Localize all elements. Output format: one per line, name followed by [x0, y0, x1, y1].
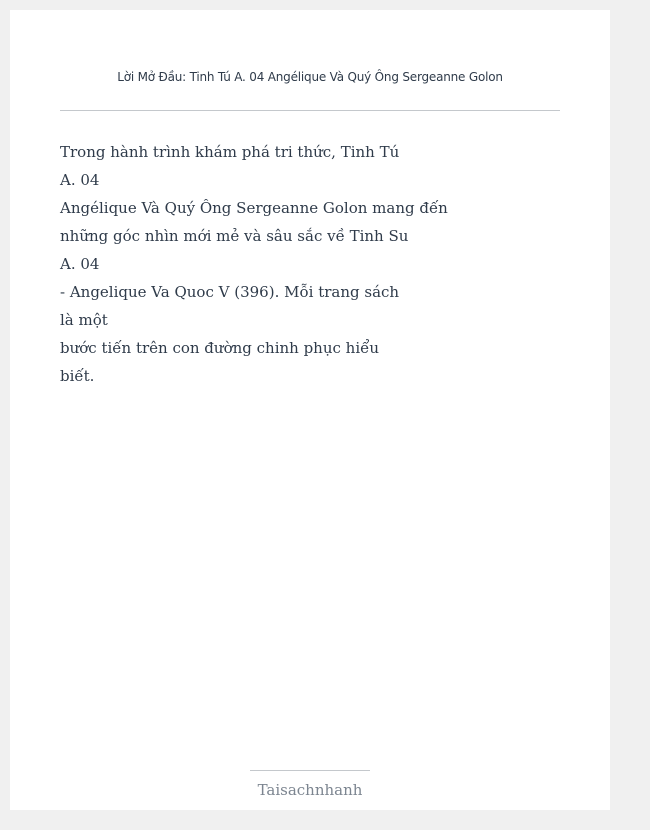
paragraph-line: A. 04	[60, 255, 100, 273]
paragraph-line: những góc nhìn mới mẻ và sâu sắc về Tinh Su	[60, 227, 409, 245]
footer-divider	[250, 770, 370, 771]
intro-paragraph	[60, 138, 448, 390]
paragraph-line: bước tiến trên con đường chinh phục hiểu	[60, 339, 380, 357]
page-title: Lời Mở Đầu: Tinh Tú A. 04 Angélique Và Quý Ông Sergeanne Golon	[117, 70, 503, 84]
title-divider	[60, 110, 560, 111]
paragraph-line: là một	[60, 311, 108, 329]
paragraph-line: Trong hành trình khám phá tri thức, Tinh Tú	[60, 143, 400, 161]
document-page	[10, 10, 610, 810]
paragraph-line: - Angelique Va Quoc V (396). Mỗi trang sách	[60, 283, 400, 301]
paragraph-line: biết.	[60, 367, 95, 385]
footer-site-name: Taisachnhanh	[257, 781, 363, 799]
paragraph-line: Angélique Và Quý Ông Sergeanne Golon mang đến	[60, 199, 448, 217]
paragraph-line: A. 04	[60, 171, 100, 189]
